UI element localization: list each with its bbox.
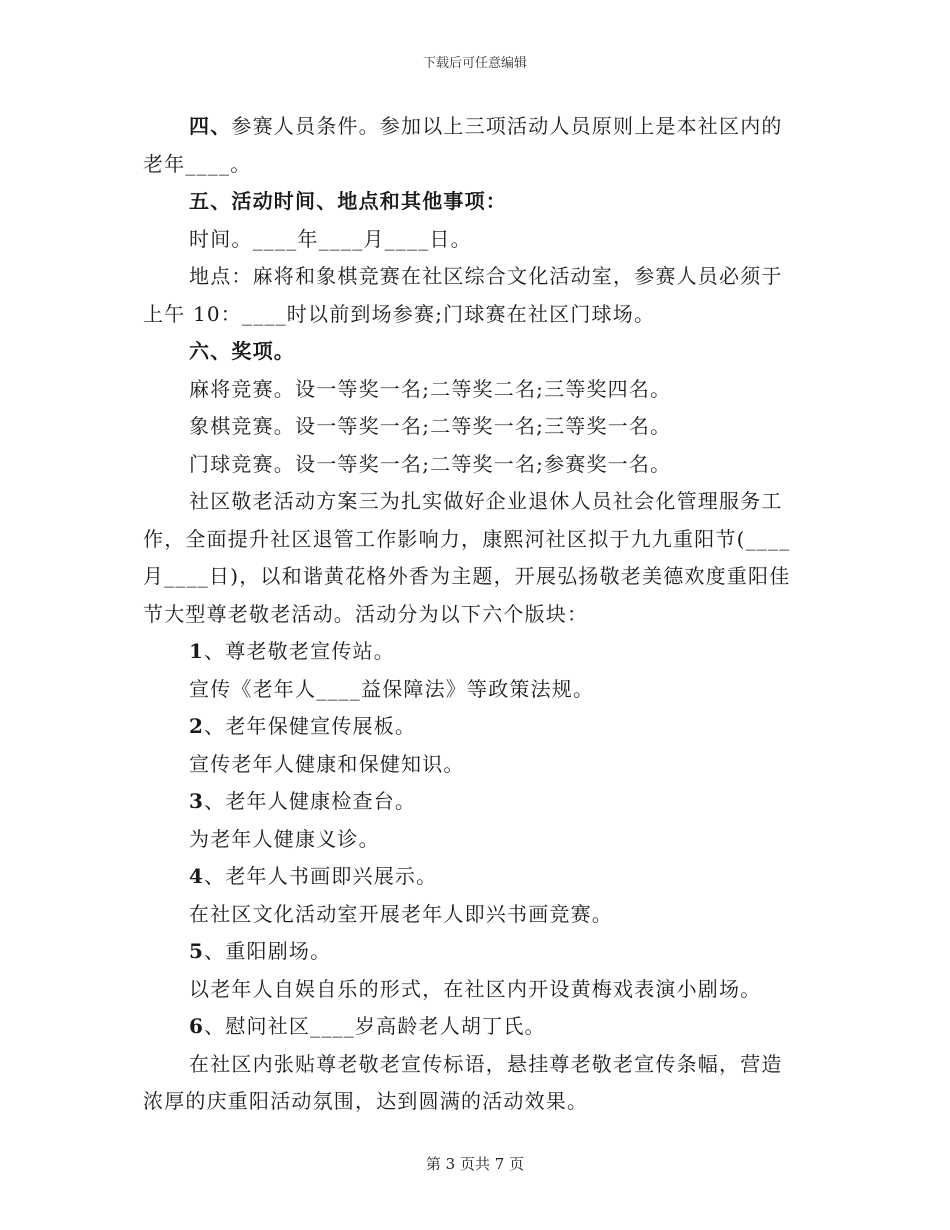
- item-number: 3: [189, 789, 205, 813]
- item-1-description: 宣传《老年人____益保障法》等政策法规。: [189, 676, 595, 701]
- page-footer: 第 3 页共 7 页: [425, 1155, 525, 1173]
- item-2-heading: 2、老年保健宣传展板。: [189, 714, 417, 738]
- text-line: 在社区内张贴尊老敬老宣传标语，悬挂尊老敬老宣传条幅，营造: [189, 1051, 783, 1076]
- plan-3-paragraph: [143, 483, 808, 633]
- chess-award: 象棋竞赛。设一等奖一名;二等奖一名;三等奖一名。: [189, 414, 672, 438]
- item-2-description: 宣传老年人健康和保健知识。: [189, 751, 465, 776]
- text-line: 月____日)，以和谐黄花格外香为主题，开展弘扬敬老美德欢度重阳佳: [143, 564, 791, 588]
- text-line: 地点：麻将和象棋竞赛在社区综合文化活动室，参赛人员必须于: [189, 264, 783, 288]
- item-3-description: 为老年人健康义诊。: [189, 826, 380, 851]
- item-number: 1: [189, 639, 205, 663]
- text-line: 作，全面提升社区退管工作影响力，康熙河社区拟于九九重阳节(____: [143, 526, 791, 551]
- item-number: 4: [189, 864, 205, 888]
- item-4-heading: 4、老年人书画即兴展示。: [189, 864, 438, 888]
- item-4-description: 在社区文化活动室开展老年人即兴书画竞赛。: [189, 901, 613, 926]
- item-6-heading: 6、慰问社区____岁高龄老人胡丁氏。: [189, 1014, 546, 1038]
- item-number: 6: [189, 1014, 205, 1038]
- text-line: 节大型尊老敬老活动。活动分为以下六个版块：: [143, 601, 589, 626]
- section-6-heading: 六、奖项。: [189, 339, 295, 363]
- item-5-description: 以老年人自娱自乐的形式，在社区内开设黄梅戏表演小剧场。: [189, 976, 762, 1001]
- text-line: 社区敬老活动方案三为扎实做好企业退休人员社会化管理服务工: [189, 489, 783, 513]
- text-line: 老年____。: [143, 151, 252, 176]
- item-3-heading: 3、老年人健康检查台。: [189, 789, 417, 813]
- document-body: [143, 108, 808, 1121]
- item-number: 5: [189, 939, 205, 963]
- page-header: 下载后可任意编辑: [422, 56, 527, 71]
- closing-paragraph: [143, 1046, 808, 1121]
- section-4-paragraph: [143, 108, 808, 183]
- section-5-heading: 五、活动时间、地点和其他事项：: [189, 189, 507, 213]
- place-paragraph: [143, 258, 808, 333]
- section-number: 四、: [189, 114, 232, 138]
- time-line: 时间。____年____月____日。: [189, 226, 472, 251]
- text-line: 浓厚的庆重阳活动氛围，达到圆满的活动效果。: [143, 1089, 589, 1113]
- gateball-award: 门球竞赛。设一等奖一名;二等奖一名;参赛奖一名。: [189, 451, 672, 476]
- item-5-heading: 5、重阳剧场。: [189, 939, 332, 963]
- text-line: 上午 10：____时以前到场参赛;门球赛在社区门球场。: [143, 301, 656, 326]
- mahjong-award: 麻将竞赛。设一等奖一名;二等奖二名;三等奖四名。: [189, 376, 672, 401]
- text-line: 四、参赛人员条件。参加以上三项活动人员原则上是本社区内的: [189, 114, 783, 138]
- item-number: 2: [189, 714, 205, 738]
- item-1-heading: 1、尊老敬老宣传站。: [189, 639, 395, 663]
